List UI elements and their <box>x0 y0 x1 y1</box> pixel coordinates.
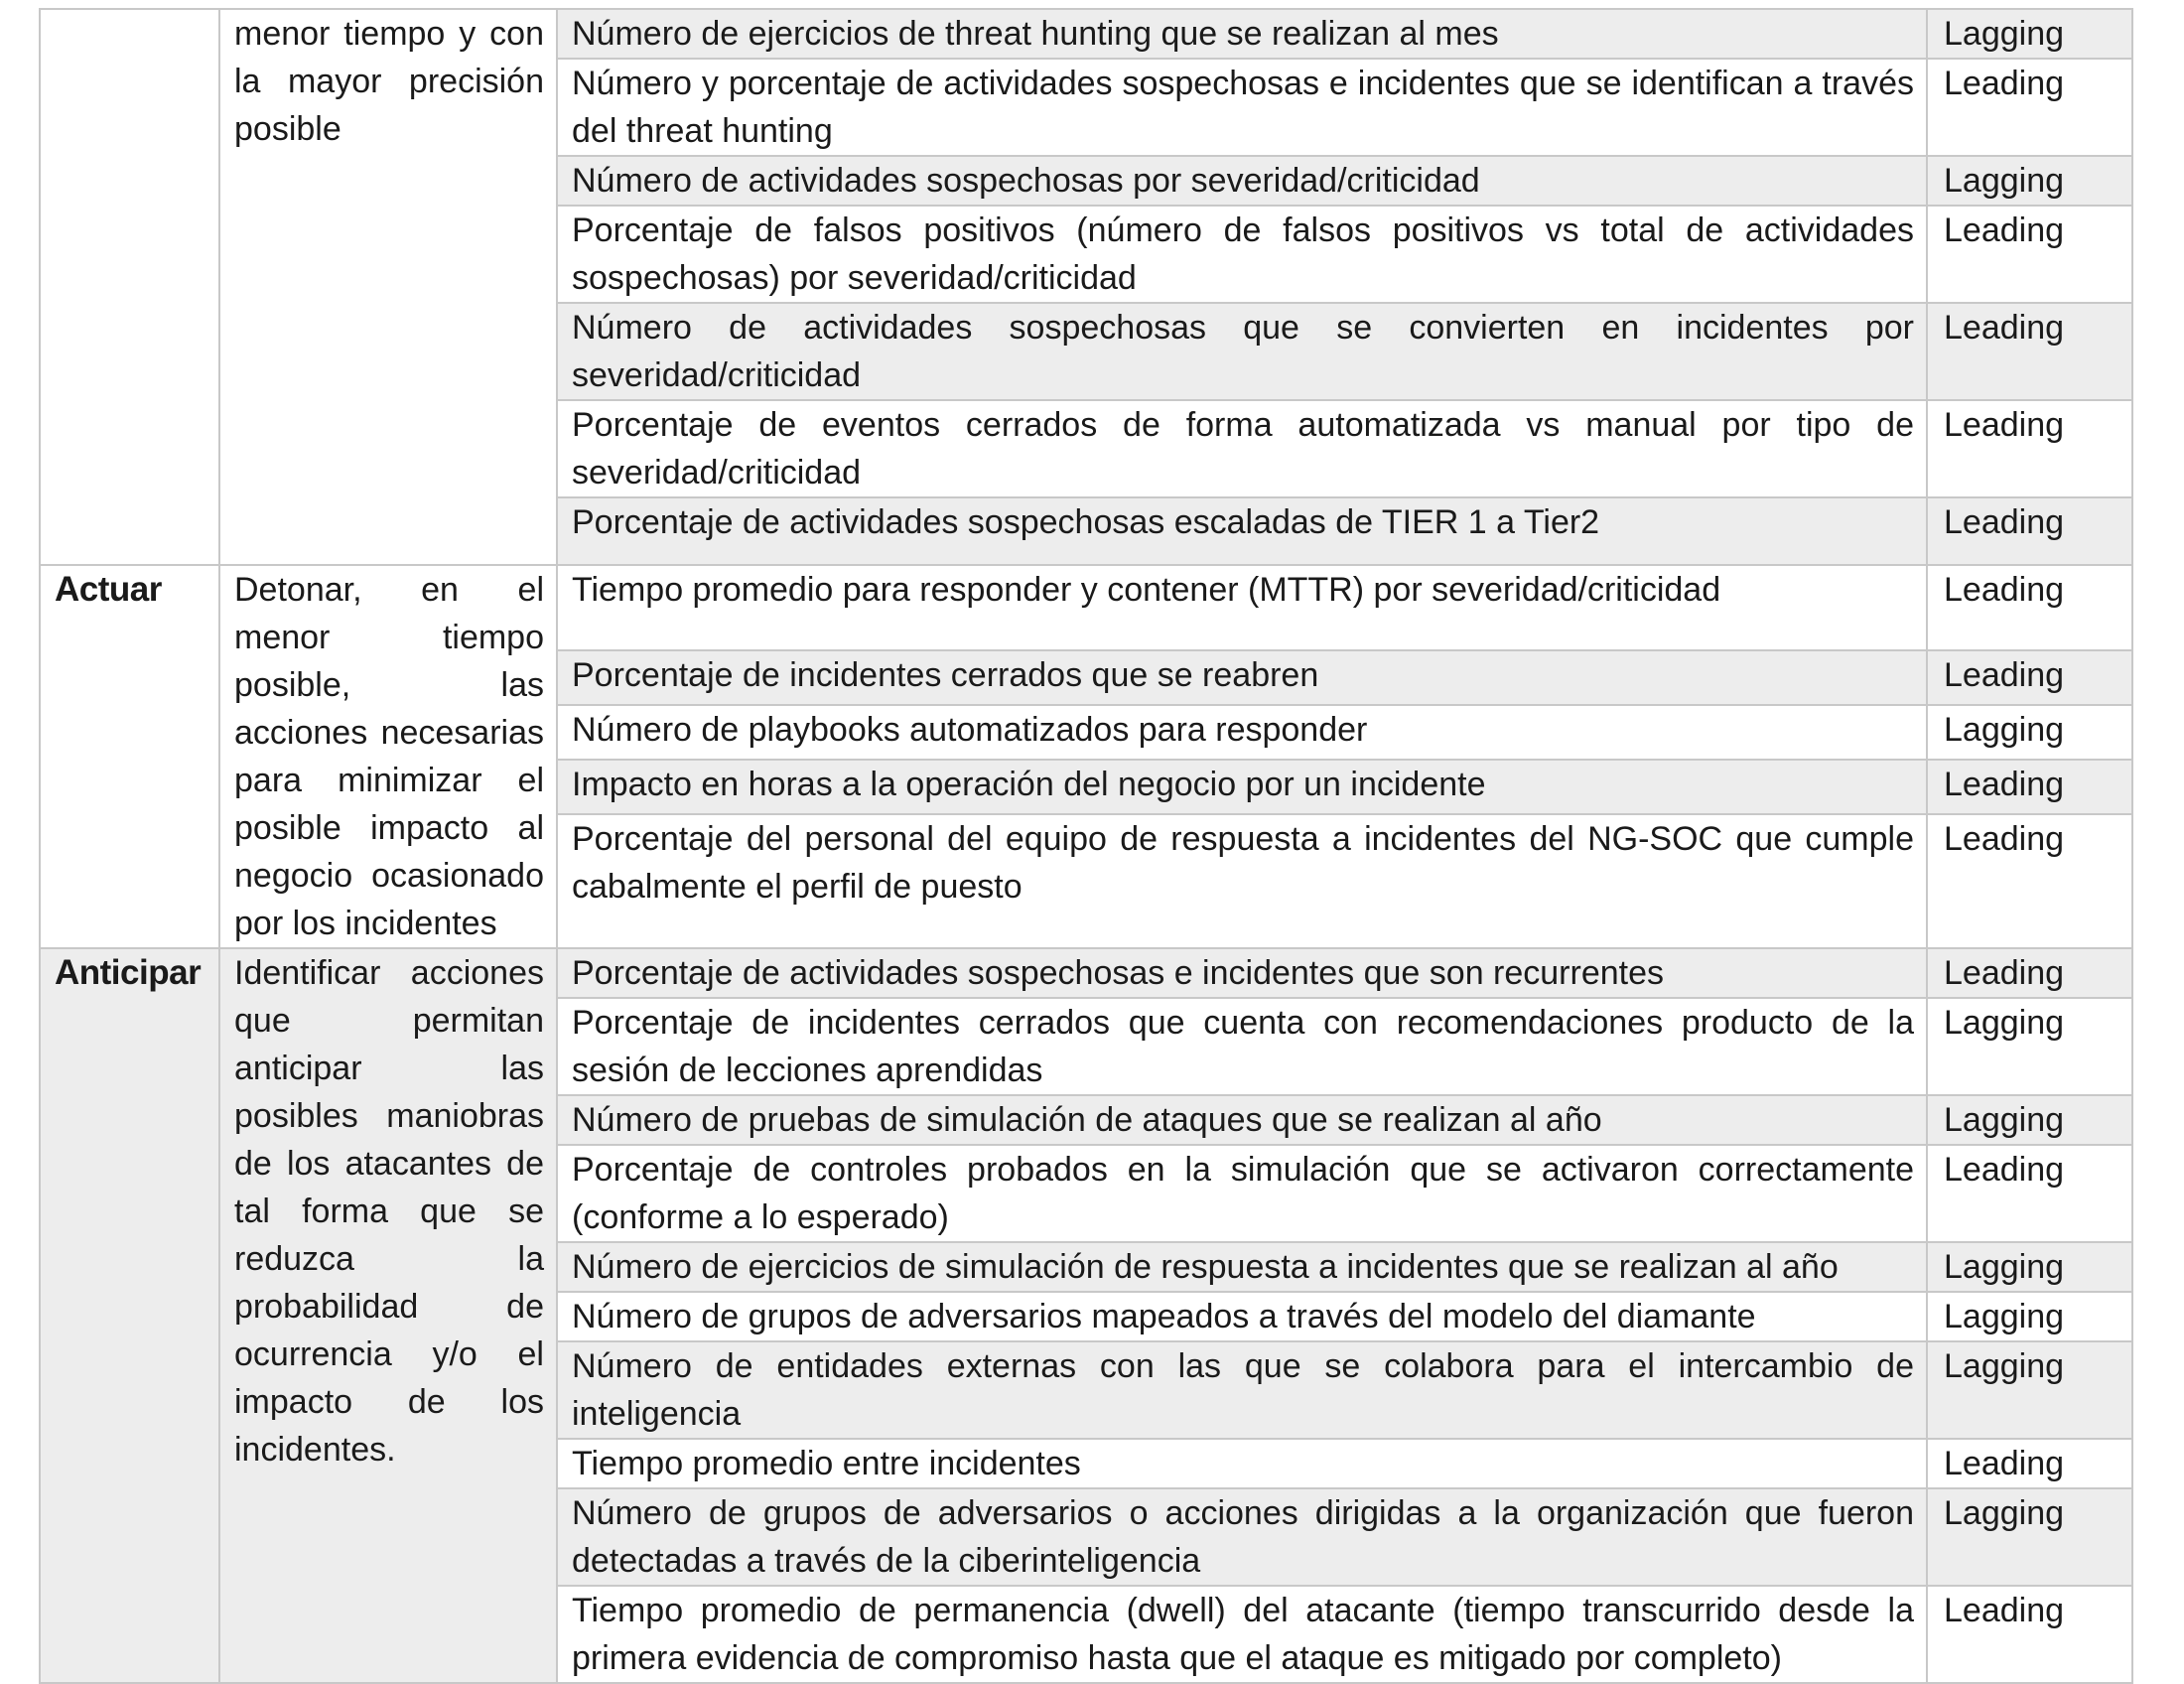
table-row <box>40 9 2132 59</box>
indicator-cell: Número de grupos de adversarios mapeados a través del modelo del diamante <box>557 1292 1927 1341</box>
phase-cell: Actuar <box>40 565 219 948</box>
objective-cell: menor tiempo y con la mayor precisión posible <box>219 9 557 565</box>
indicator-cell: Porcentaje de actividades sospechosas e incidentes que son recurrentes <box>557 948 1927 998</box>
table-row <box>40 565 2132 650</box>
indicator-cell: Número de actividades sospechosas por severidad/criticidad <box>557 156 1927 206</box>
indicator-cell: Número y porcentaje de actividades sospechosas e incidentes que se identifican a través del threat hunting <box>557 59 1927 156</box>
indicator-type-cell: Leading <box>1927 814 2132 948</box>
indicator-type-cell: Leading <box>1927 1586 2132 1683</box>
indicator-cell: Número de actividades sospechosas que se convierten en incidentes por severidad/criticidad <box>557 303 1927 400</box>
indicator-type-cell: Leading <box>1927 497 2132 565</box>
indicator-type-cell: Lagging <box>1927 1095 2132 1145</box>
objective-cell: Detonar, en el menor tiempo posible, las acciones necesarias para minimizar el posible impacto al negocio ocasionado por los incidentes <box>219 565 557 948</box>
indicator-type-cell: Lagging <box>1927 1341 2132 1439</box>
indicator-type-cell: Lagging <box>1927 1292 2132 1341</box>
indicator-cell: Porcentaje de actividades sospechosas escaladas de TIER 1 a Tier2 <box>557 497 1927 565</box>
indicator-cell: Porcentaje de eventos cerrados de forma automatizada vs manual por tipo de severidad/criticidad <box>557 400 1927 497</box>
indicator-cell: Número de grupos de adversarios o acciones dirigidas a la organización que fueron detectadas a través de la ciberinteligencia <box>557 1488 1927 1586</box>
indicator-type-cell: Leading <box>1927 565 2132 650</box>
indicator-cell: Tiempo promedio entre incidentes <box>557 1439 1927 1488</box>
indicator-type-cell: Lagging <box>1927 1488 2132 1586</box>
indicator-type-cell: Leading <box>1927 650 2132 705</box>
indicator-cell: Tiempo promedio para responder y contener (MTTR) por severidad/criticidad <box>557 565 1927 650</box>
indicator-type-cell: Leading <box>1927 760 2132 814</box>
indicator-type-cell: Leading <box>1927 59 2132 156</box>
indicator-cell: Número de playbooks automatizados para responder <box>557 705 1927 760</box>
indicator-type-cell: Leading <box>1927 400 2132 497</box>
indicator-cell: Porcentaje de incidentes cerrados que cuenta con recomendaciones producto de la sesión de lecciones aprendidas <box>557 998 1927 1095</box>
table-row <box>40 948 2132 998</box>
indicator-type-cell: Leading <box>1927 1439 2132 1488</box>
indicator-type-cell: Lagging <box>1927 1242 2132 1292</box>
indicator-cell: Número de ejercicios de threat hunting que se realizan al mes <box>557 9 1927 59</box>
indicator-type-cell: Leading <box>1927 206 2132 303</box>
indicator-cell: Impacto en horas a la operación del negocio por un incidente <box>557 760 1927 814</box>
phase-cell <box>40 9 219 565</box>
indicator-type-cell: Lagging <box>1927 156 2132 206</box>
kpi-table <box>39 8 2133 1684</box>
phase-cell: Anticipar <box>40 948 219 1683</box>
indicator-type-cell: Lagging <box>1927 9 2132 59</box>
indicator-cell: Porcentaje del personal del equipo de respuesta a incidentes del NG-SOC que cumple cabalmente el perfil de puesto <box>557 814 1927 948</box>
indicator-cell: Porcentaje de incidentes cerrados que se reabren <box>557 650 1927 705</box>
indicator-cell: Porcentaje de falsos positivos (número de falsos positivos vs total de actividades sospechosas) por severidad/criticidad <box>557 206 1927 303</box>
objective-cell: Identificar acciones que permitan anticipar las posibles maniobras de los atacantes de tal forma que se reduzca la probabilidad de ocurrencia y/o el impacto de los incidentes. <box>219 948 557 1683</box>
indicator-cell: Tiempo promedio de permanencia (dwell) del atacante (tiempo transcurrido desde la primera evidencia de compromiso hasta que el ataque es mitigado por completo) <box>557 1586 1927 1683</box>
indicator-type-cell: Leading <box>1927 303 2132 400</box>
indicator-type-cell: Leading <box>1927 1145 2132 1242</box>
indicator-type-cell: Lagging <box>1927 705 2132 760</box>
indicator-cell: Número de pruebas de simulación de ataques que se realizan al año <box>557 1095 1927 1145</box>
indicator-cell: Porcentaje de controles probados en la simulación que se activaron correctamente (conforme a lo esperado) <box>557 1145 1927 1242</box>
indicator-cell: Número de ejercicios de simulación de respuesta a incidentes que se realizan al año <box>557 1242 1927 1292</box>
indicator-type-cell: Lagging <box>1927 998 2132 1095</box>
indicator-type-cell: Leading <box>1927 948 2132 998</box>
indicator-cell: Número de entidades externas con las que se colabora para el intercambio de inteligencia <box>557 1341 1927 1439</box>
